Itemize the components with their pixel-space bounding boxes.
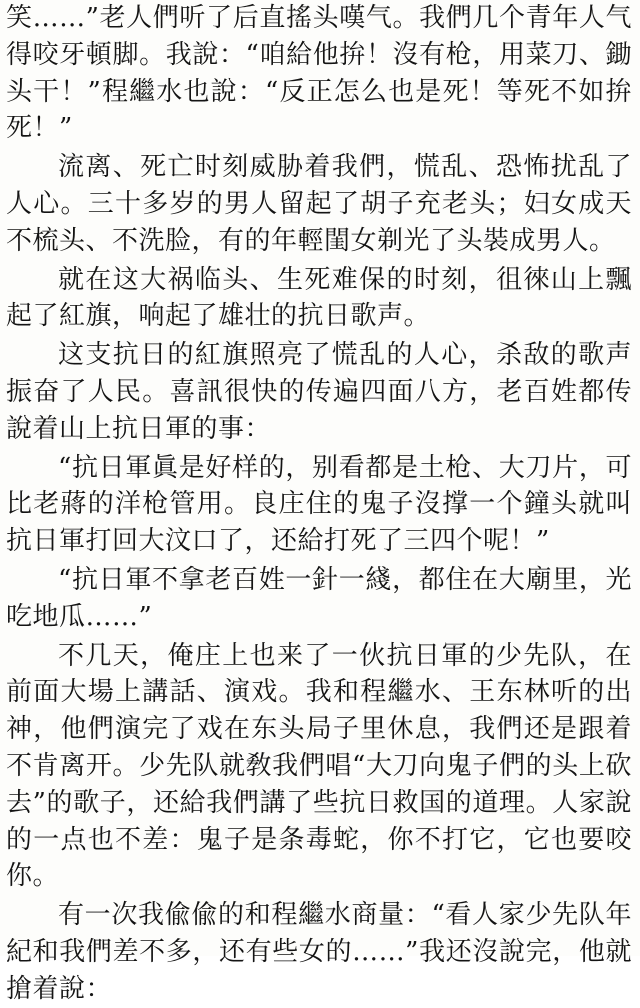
paragraph-8: 有一次我偸偸的和程繼水商量：“看人家少先队年紀和我們差不多，还有些女的……”我还沒說完，他就搶着說： bbox=[6, 900, 632, 1004]
paragraph-7: 不几天，俺庄上也来了一伙抗日軍的少先队，在前面大場上講話、演戏。我和程繼水、王东林听的出神，他們演完了戏在东头局子里休息，我們还是跟着不肯离开。少先队就敎我們唱“大刀向鬼子們的头上砍去”的歌子，还給我們講了些抗日救国的道理。人家說的一点也不差：鬼子是条毒蛇，你不打它，它也要咬你。 bbox=[6, 640, 632, 892]
paragraph-6: “抗日軍不拿老百姓一針一綫，都住在大廟里，光吃地瓜……” bbox=[6, 564, 632, 632]
paragraph-2: 流离、死亡时刻威胁着我們，慌乱、恐怖扰乱了人心。三十多岁的男人留起了胡子充老头；妇女成天不梳头、不洗脸，有的年輕閨女剃光了头裝成男人。 bbox=[6, 152, 632, 256]
paragraph-1: 笑……”老人們听了后直搖头嘆气。我們几个青年人气得咬牙頓脚。我說：“咱給他拚！沒有枪，用菜刀、鋤头干！”程繼水也說：“反正怎么也是死！等死不如拚死！” bbox=[6, 3, 632, 144]
paragraph-4: 这支抗日的紅旗照亮了慌乱的人心，杀敌的歌声振奋了人民。喜訊很快的传遍四面八方，老百姓都传說着山上抗日軍的事： bbox=[6, 340, 632, 444]
paragraph-3: 就在这大祸临头、生死难保的时刻，徂徠山上飄起了紅旗，响起了雄壮的抗日歌声。 bbox=[6, 264, 632, 332]
paragraph-5: “抗日軍眞是好样的，别看都是土枪、大刀片，可比老蔣的洋枪管用。良庄住的鬼子沒撑一个鐘头就叫抗日軍打回大汶口了，还給打死了三四个呢！” bbox=[6, 452, 632, 557]
